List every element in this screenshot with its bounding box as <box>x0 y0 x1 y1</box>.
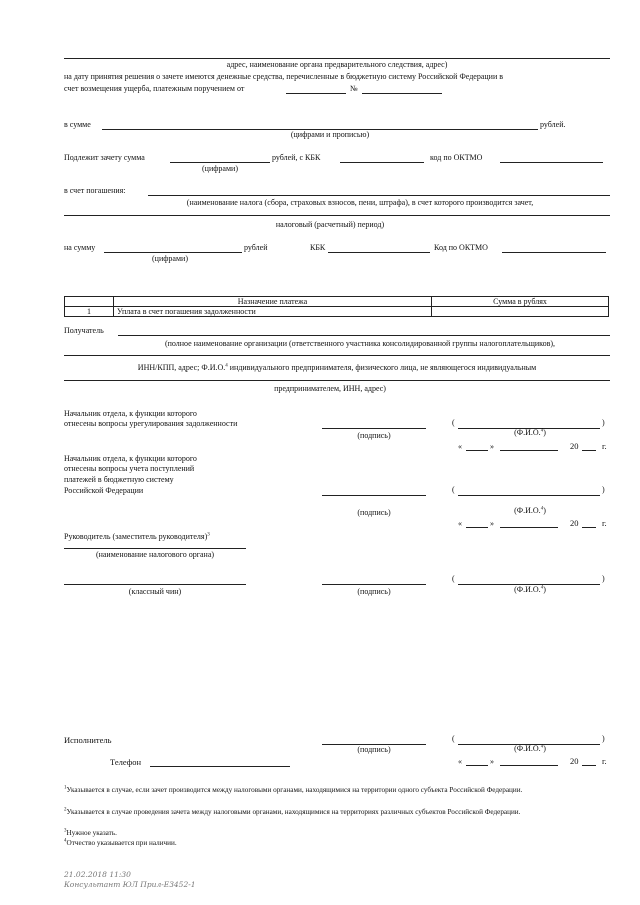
head2-month-field[interactable] <box>500 527 558 528</box>
head1-year: 20 <box>570 441 579 451</box>
sum-label: в сумме <box>64 120 91 129</box>
director-fio-caption: (Ф.И.О.$^4$) <box>514 585 546 594</box>
executor-year-suffix: г. <box>602 756 607 766</box>
offset-amount-field[interactable] <box>170 162 270 163</box>
amount-kbk-label: КБК <box>310 243 326 252</box>
head1-date-mid: » <box>490 442 494 451</box>
executor-paren-open: ( <box>452 734 455 743</box>
director-signature-field[interactable] <box>322 584 426 585</box>
head2-fio-field[interactable] <box>458 495 600 496</box>
recipient-label: Получатель <box>64 326 104 335</box>
amount-oktmo-field[interactable] <box>502 252 606 253</box>
head1-signature-caption: (подпись) <box>357 431 391 440</box>
head1-paren-close: ) <box>602 418 605 427</box>
executor-year: 20 <box>570 756 579 766</box>
head1-year-field[interactable] <box>582 450 596 451</box>
amount-currency: рублей <box>244 243 268 252</box>
offset-oktmo-label: код по ОКТМО <box>430 153 483 162</box>
amount-field[interactable] <box>104 252 242 253</box>
number-sign: № <box>350 84 358 93</box>
header-amount: Сумма в рублях <box>432 297 609 307</box>
head2-title-2: отнесены вопросы учета поступлений <box>64 464 195 473</box>
intro-line-2: счет возмещения ущерба, платежным поручением от <box>64 84 245 93</box>
head2-year-suffix: г. <box>602 518 607 528</box>
offset-kbk-label: рублей, с КБК <box>272 153 321 162</box>
row-purpose: Уплата в счет погашения задолженности <box>114 307 432 317</box>
head1-fio-caption: (Ф.И.О.$^4$) <box>514 428 546 437</box>
recipient-caption-2: ИНН/КПП, адрес; Ф.И.О.$^4$ индивидуального предпринимателя, физического лица, не являющегося индивидуальным <box>137 363 537 372</box>
recipient-field[interactable] <box>118 335 610 336</box>
recipient-field-3[interactable] <box>64 380 610 381</box>
director-signature-caption: (подпись) <box>357 587 391 596</box>
head1-year-suffix: г. <box>602 441 607 451</box>
head1-day-field[interactable] <box>466 450 488 451</box>
executor-month-field[interactable] <box>500 765 558 766</box>
executor-year-field[interactable] <box>582 765 596 766</box>
sum-currency: рублей. <box>540 120 566 129</box>
head1-month-field[interactable] <box>500 450 558 451</box>
head2-signature-field[interactable] <box>322 495 426 496</box>
repayment-caption-2: налоговый (расчетный) период) <box>275 220 385 229</box>
header-purpose: Назначение платежа <box>114 297 432 307</box>
print-stamp-source: Консультант ЮЛ Прил-ЕЗ452-1 <box>64 880 196 889</box>
repayment-field[interactable] <box>148 195 610 196</box>
footnote-3: $^3$Нужное указать. <box>64 828 117 837</box>
offset-caption: (цифрами) <box>202 164 238 173</box>
offset-label: Подлежит зачету сумма <box>64 153 145 162</box>
head2-date-mid: » <box>490 519 494 528</box>
head2-signature-caption: (подпись) <box>357 508 391 517</box>
payment-order-number-field[interactable] <box>362 93 442 94</box>
executor-label: Исполнитель <box>64 735 112 745</box>
head2-paren-close: ) <box>602 485 605 494</box>
director-title: Руководитель (заместитель руководителя)$^3$ <box>64 532 210 541</box>
head2-day-field[interactable] <box>466 527 488 528</box>
tax-body-field[interactable] <box>64 548 246 549</box>
amount-kbk-field[interactable] <box>328 252 430 253</box>
footnote-2: $^2$Указывается в случае проведения зачета между налоговыми органами, находящимися на территориях различных субъектов Российской Федерации. <box>64 807 521 816</box>
head1-signature-field[interactable] <box>322 428 426 429</box>
amount-oktmo-label: Код по ОКТМО <box>434 243 488 252</box>
intro-line-1: на дату принятия решения о зачете имеются денежные средства, перечисленные в бюджетную систему Российской Федерации в <box>64 72 504 81</box>
repayment-field-2[interactable] <box>64 215 610 216</box>
executor-day-field[interactable] <box>466 765 488 766</box>
head2-paren-open: ( <box>452 485 455 494</box>
recipient-caption-1: (полное наименование организации (ответственного участника консолидированной группы налогоплательщиков), <box>164 339 556 348</box>
head1-title-1: Начальник отдела, к функции которого <box>64 409 197 418</box>
offset-kbk-field[interactable] <box>340 162 424 163</box>
head1-title-2: отнесены вопросы урегулирования задолженности <box>64 419 238 428</box>
director-paren-close: ) <box>602 574 605 583</box>
executor-fio-caption: (Ф.И.О.$^4$) <box>514 744 546 753</box>
head2-title-1: Начальник отдела, к функции которого <box>64 454 197 463</box>
row-amount-cell[interactable] <box>432 307 609 317</box>
table-header-row <box>65 297 609 307</box>
director-paren-open: ( <box>452 574 455 583</box>
executor-date-mid: » <box>490 757 494 766</box>
head2-date-open: « <box>458 519 462 528</box>
footnote-4: $^4$Отчество указывается при наличии. <box>64 838 177 847</box>
phone-field[interactable] <box>150 766 290 767</box>
payment-table <box>64 296 609 317</box>
phone-label: Телефон <box>110 757 142 767</box>
recipient-caption-3: предпринимателем, ИНН, адрес) <box>274 384 386 393</box>
executor-paren-close: ) <box>602 734 605 743</box>
head2-year: 20 <box>570 518 579 528</box>
tax-body-caption: (наименование налогового органа) <box>95 550 215 559</box>
repayment-caption-1: (наименование налога (сбора, страховых взносов, пени, штрафа), в счет которого производится зачет, <box>186 198 534 207</box>
head1-paren-open: ( <box>452 418 455 427</box>
head2-fio-caption: (Ф.И.О.$^4$) <box>514 506 546 515</box>
print-stamp-date: 21.02.2018 11:30 <box>64 870 131 879</box>
row-number: 1 <box>65 307 114 317</box>
head2-title-3: платежей в бюджетную систему <box>64 475 174 484</box>
table-row <box>65 307 609 317</box>
address-caption: адрес, наименование органа предварительного следствия, адрес) <box>226 60 448 69</box>
amount-label: на сумму <box>64 243 96 252</box>
offset-oktmo-field[interactable] <box>500 162 603 163</box>
head2-title-4: Российской Федерации <box>64 486 144 495</box>
amount-caption: (цифрами) <box>152 254 188 263</box>
payment-order-date-field[interactable] <box>286 93 346 94</box>
class-rank-caption: (классный чин) <box>128 587 182 596</box>
head1-date-open: « <box>458 442 462 451</box>
executor-signature-caption: (подпись) <box>357 745 391 754</box>
repayment-label: в счет погашения: <box>64 186 126 195</box>
recipient-field-2[interactable] <box>64 355 610 356</box>
footnote-1: $^1$Указывается в случае, если зачет производится между налоговыми органами, находящимися на территории одного субъекта Российской Федерации. <box>64 785 523 794</box>
class-rank-field[interactable] <box>64 584 246 585</box>
executor-date-open: « <box>458 757 462 766</box>
head2-year-field[interactable] <box>582 527 596 528</box>
sum-caption: (цифрами и прописью) <box>290 130 370 139</box>
